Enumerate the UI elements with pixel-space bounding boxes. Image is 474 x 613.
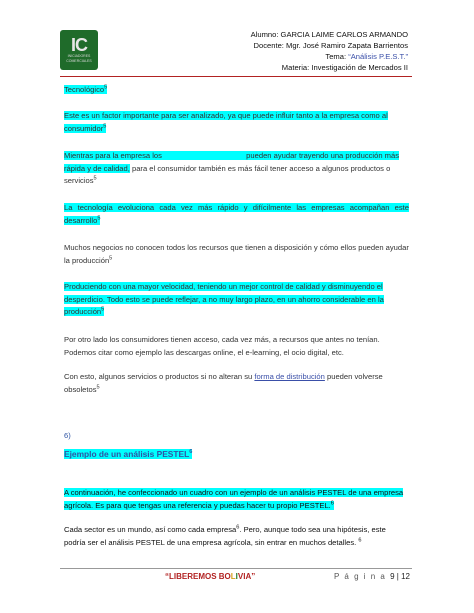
page-number: 9 | 12 [390,572,410,581]
paragraph-2-text-a: Mientras para la empresa los [64,151,162,160]
paragraph-5-text: Produciendo con una mayor velocidad, teniendo un mejor control de calidad y disminuyendo el desperdicio. Todo esto se puede reflejar, a no muy largo plazo, en un ahorro considerable en la producción [64,282,384,316]
company-logo [60,30,98,70]
paragraph-8-text: A continuación, he confeccionado un cuadro con un ejemplo de un análisis PESTEL de una empresa agrícola. Es para que tengas una referencia y puedas hacer tu propio PESTEL. [64,488,404,510]
footnote-ref: 5 [109,254,113,261]
footnote-ref: 6 [330,499,334,506]
footnote-ref: 5 [101,306,105,313]
footnote-ref: 5 [104,84,108,91]
section-number: 6) [64,431,71,440]
header-tema [325,51,408,62]
paragraph-6: Por otro lado los consumidores tienen acceso, cada vez más, a recursos que antes no tenían. Podemos citar como ejemplo las descargas online, el e-learning, el ocio digital, etc. [64,335,380,357]
slogan-part: I [235,572,238,581]
footnote-ref: 6 [189,449,193,456]
logo-subtitle: INICIADORES COMERCIALES [66,54,92,63]
paragraph-5 [64,281,409,319]
paragraph-2-text-c: para el consumidor también es más fácil tener acceso a algunos productos o servicios [64,163,391,185]
slogan-part: VIA” [237,572,256,581]
paragraph-7-text-b: pueden volverse obsoletos [64,372,383,394]
page-label: P á g i n a [334,572,387,581]
footnote-ref: 6 [236,524,240,531]
tecnologico-label: Tecnológico [64,85,105,94]
slogan-part: “LIBEREMOS BO [165,572,231,581]
paragraph-2 [64,150,409,188]
footnote-ref: 6 [358,536,362,543]
section-heading-text: Ejemplo de un análisis PESTEL [64,449,190,459]
paragraph-4-text: Muchos negocios no conocen todos los recursos que tienen a disposición y cómo ellos pueden ayudar la producción [64,243,409,265]
tema-value: “Análisis P.E.S.T.” [348,52,408,61]
heading-tecnologico [64,84,409,97]
paragraph-2-text-b: pueden ayudar trayendo una producción más rápida y de calidad, [64,151,399,173]
tema-label: Tema: [325,52,349,61]
header-divider [60,76,412,77]
paragraph-8 [64,487,409,512]
footnote-ref: 5 [93,175,97,182]
footnote-ref: 5 [96,383,100,390]
footnote-ref: 5 [103,122,107,129]
paragraph-7 [64,371,409,396]
paragraph-9-text-a: Cada sector es un mundo, así como cada empresa [64,525,237,534]
paragraph-4 [64,242,409,267]
paragraph-3-text: La tecnología evoluciona cada vez más rápido y difícilmente las empresas acompañan este desarrollo [64,203,409,225]
header-materia: Materia: Investigación de Mercados II [281,63,408,72]
section-heading [64,448,192,460]
footnote-ref: 5 [97,214,101,221]
paragraph-1-text: Este es un factor importante para ser analizado, ya que puede influir tanto a la empresa como al consumidor [64,111,388,133]
footer-slogan [165,572,255,581]
paragraph-3 [64,202,409,227]
distribution-link[interactable]: forma de distribución [254,372,325,381]
logo-mark: IC [71,35,87,55]
paragraph-9 [64,524,409,549]
page-indicator [334,572,410,581]
header-docente: Docente: Mgr. José Ramiro Zapata Barrientos [253,41,408,50]
paragraph-1 [64,110,409,135]
paragraph-7-text-a: Con esto, algunos servicios o productos si no alteran su [64,372,253,381]
slogan-part: L [230,572,236,581]
paragraph-9-text-b: . Pero, aunque todo sea una hipótesis, este podría ser el análisis PESTEL de una empresa agrícola, sin entrar en muchos detalles. [64,525,386,547]
footer-divider [60,568,412,569]
header-alumno: Alumno: GARCIA LAIME CARLOS ARMANDO [250,30,408,39]
